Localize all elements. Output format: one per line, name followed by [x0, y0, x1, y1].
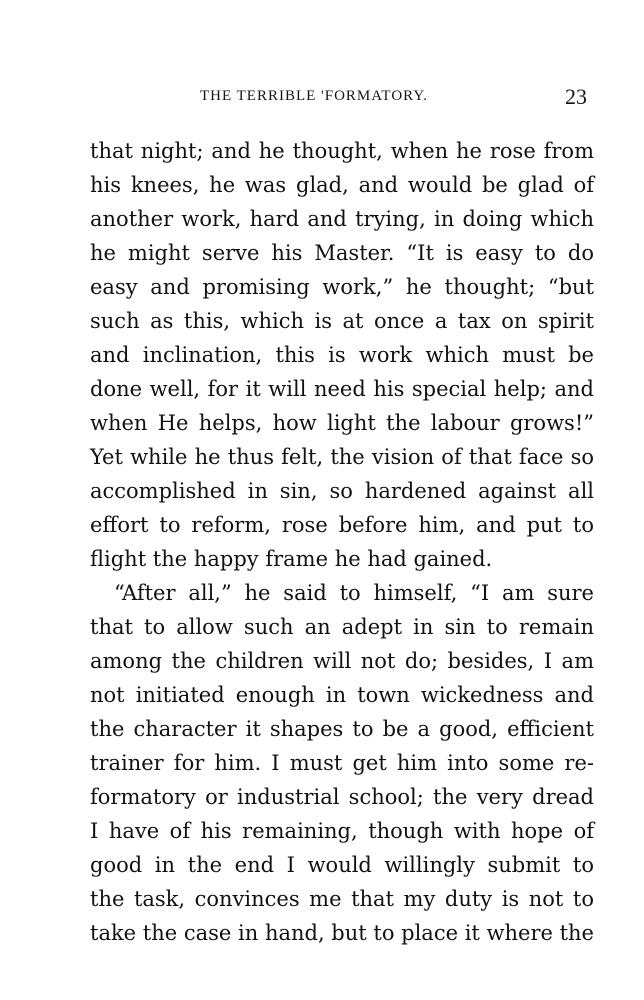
- text-line: trainer for him. I must get him into some re-: [90, 751, 594, 775]
- text-line: formatory or industrial school; the very dread: [90, 785, 594, 809]
- text-line: his knees, he was glad, and would be glad of: [90, 173, 594, 197]
- text-line: accomplished in sin, so hardened against all: [90, 479, 594, 503]
- text-line: when He helps, how light the labour grows!”: [90, 411, 594, 435]
- text-line: and inclination, this is work which must be: [90, 343, 594, 367]
- paragraph-start-line: “After all,” he said to himself, “I am sure: [114, 581, 594, 605]
- text-line: Yet while he thus felt, the vision of that face so: [90, 445, 594, 469]
- text-line: such as this, which is at once a tax on spirit: [90, 309, 594, 333]
- text-line: the task, convinces me that my duty is not to: [90, 887, 594, 911]
- text-line: among the children will not do; besides, I am: [90, 649, 594, 673]
- running-head: THE TERRIBLE 'FORMATORY.: [200, 88, 428, 104]
- body-text: [90, 134, 594, 950]
- paragraph-end-line: flight the happy frame he had gained.: [90, 547, 493, 571]
- text-line: easy and promising work,” he thought; “but: [90, 275, 594, 299]
- text-line: that to allow such an adept in sin to remain: [90, 615, 594, 639]
- text-line: not initiated enough in town wickedness and: [90, 683, 594, 707]
- text-line: effort to reform, rose before him, and put to: [90, 513, 594, 537]
- text-line: done well, for it will need his special help; and: [90, 377, 594, 401]
- text-line: he might serve his Master. “It is easy to do: [90, 241, 594, 265]
- text-line: good in the end I would willingly submit to: [90, 853, 594, 877]
- text-line: that night; and he thought, when he rose from: [90, 139, 594, 163]
- text-line: take the case in hand, but to place it where the: [90, 921, 594, 945]
- text-line: I have of his remaining, though with hope of: [90, 819, 594, 843]
- text-line: the character it shapes to be a good, efficient: [90, 717, 594, 741]
- page-number: 23: [565, 84, 587, 109]
- text-line: another work, hard and trying, in doing which: [90, 207, 594, 231]
